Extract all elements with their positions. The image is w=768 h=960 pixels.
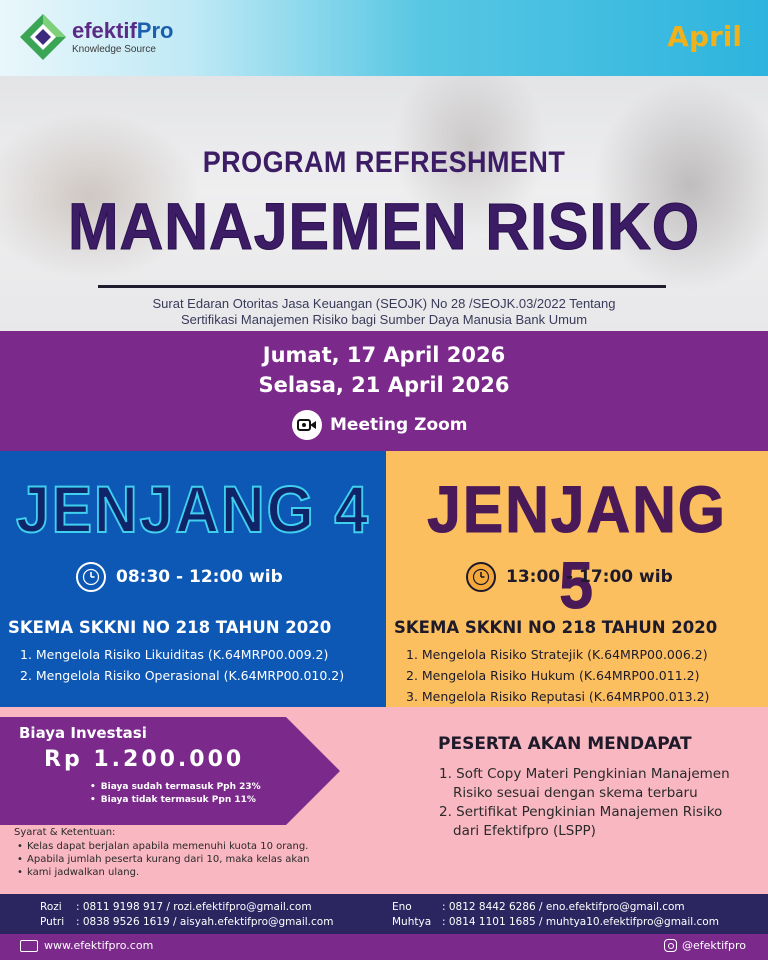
list-item: 1. Soft Copy Materi Pengkinian Manajemen Risiko sesuai dengan skema terbaru (439, 766, 730, 801)
regulation-description (0, 296, 768, 328)
instagram-icon (664, 939, 677, 952)
contact-info[interactable]: : 0838 9526 1619 / aisyah.efektifpro@gmail.com (76, 916, 334, 928)
zoom-camera-icon (292, 410, 322, 440)
price-value: Rp 1.200.000 (44, 747, 245, 772)
benefits-title: PESERTA AKAN MENDAPAT (438, 734, 692, 754)
level-5-panel (386, 451, 768, 707)
list-item: 2. Mengelola Risiko Hukum (K.64MRP00.011.2) (406, 668, 700, 683)
title-divider (98, 285, 666, 288)
date-1: Jumat, 17 April 2026 (262, 343, 506, 367)
level-5-scheme: SKEMA SKKNI NO 218 TAHUN 2020 (394, 618, 718, 637)
list-item: • Kelas dapat berjalan apabila memenuhi kuota 10 orang. (14, 840, 309, 853)
benefits-list (439, 765, 739, 841)
logo-text (72, 20, 173, 55)
list-item-continuation: kami jadwalkan ulang. (27, 867, 140, 878)
contact-info[interactable]: : 0812 8442 6286 / eno.efektifpro@gmail.com (442, 901, 685, 913)
contact-row (40, 916, 333, 928)
website-label[interactable]: www.efektifpro.com (44, 939, 154, 952)
contact-name: Rozi (40, 901, 62, 913)
program-subject-title: MANAJEMEN RISIKO (67, 189, 701, 263)
level-4-panel (0, 451, 386, 707)
schedule-band (0, 331, 768, 451)
logo-name (72, 20, 173, 42)
instagram-link[interactable] (664, 939, 746, 952)
level-5-time-label: 13:00 - 17:00 wib (506, 567, 673, 587)
contact-name: Eno (392, 901, 412, 913)
list-item: 2. Mengelola Risiko Operasional (K.64MRP00.010.2) (20, 668, 345, 683)
level-5-title: JENJANG 5 (427, 472, 727, 622)
contact-row (392, 916, 719, 928)
logo-name-accent: Pro (136, 18, 174, 43)
price-notes (90, 781, 261, 807)
info-section (0, 707, 768, 894)
list-item: 1. Mengelola Risiko Likuiditas (K.64MRP00.009.2) (20, 647, 329, 662)
website-icon (20, 940, 38, 952)
list-item: • Biaya tidak termasuk Ppn 11% (90, 794, 261, 807)
logo-tagline: Knowledge Source (72, 44, 156, 55)
level-4-scheme: SKEMA SKKNI NO 218 TAHUN 2020 (8, 618, 332, 637)
list-item: 3. Mengelola Risiko Reputasi (K.64MRP00.013.2) (406, 689, 710, 704)
contact-row (40, 901, 312, 913)
list-item: 2. Sertifikat Pengkinian Manajemen Risiko dari Efektifpro (LSPP) (439, 804, 723, 839)
instagram-handle[interactable]: @efektifpro (681, 939, 746, 952)
level-4-title: JENJANG 4 (15, 472, 371, 546)
efektifpro-logo-icon (18, 12, 68, 62)
list-item (14, 866, 309, 879)
level-4-time-label: 08:30 - 12:00 wib (116, 567, 283, 587)
list-item: • Apabila jumlah peserta kurang dari 10, maka kelas akan (14, 853, 309, 866)
terms-conditions (14, 826, 309, 879)
contact-name: Putri (40, 916, 65, 928)
date-2: Selasa, 21 April 2026 (258, 373, 510, 397)
contact-row (392, 901, 685, 913)
clock-icon (466, 562, 496, 592)
list-item: • Biaya sudah termasuk Pph 23% (90, 781, 261, 794)
contact-name: Muhtya (392, 916, 432, 928)
platform-label: Meeting Zoom (330, 415, 468, 435)
logo-name-main: efektif (72, 18, 137, 43)
terms-list (14, 840, 309, 879)
header-bar (0, 0, 768, 76)
terms-title: Syarat & Ketentuan: (14, 827, 116, 838)
hero-banner (0, 76, 768, 331)
month-label: April (667, 20, 742, 53)
regulation-line-2: Sertifikasi Manajemen Risiko bagi Sumber Daya Manusia Bank Umum (180, 312, 588, 327)
platform-info (292, 410, 468, 440)
contact-info[interactable]: : 0814 1101 1685 / muhtya10.efektifpro@gmail.com (442, 916, 719, 928)
level-5-units (406, 644, 709, 707)
level-4-time (76, 562, 283, 592)
list-item: 1. Mengelola Risiko Stratejik (K.64MRP00.006.2) (406, 647, 708, 662)
footer-bar (0, 934, 768, 960)
regulation-line-1: Surat Edaran Otoritas Jasa Keuangan (SEOJK) No 28 /SEOJK.03/2022 Tentang (152, 296, 616, 311)
level-5-time (466, 562, 673, 592)
website-link[interactable] (20, 939, 153, 952)
price-label: Biaya Investasi (19, 724, 147, 742)
program-title: PROGRAM REFRESHMENT (202, 146, 566, 179)
contact-band (0, 894, 768, 934)
level-4-units (20, 644, 344, 686)
contact-info[interactable]: : 0811 9198 917 / rozi.efektifpro@gmail.com (76, 901, 312, 913)
clock-icon (76, 562, 106, 592)
